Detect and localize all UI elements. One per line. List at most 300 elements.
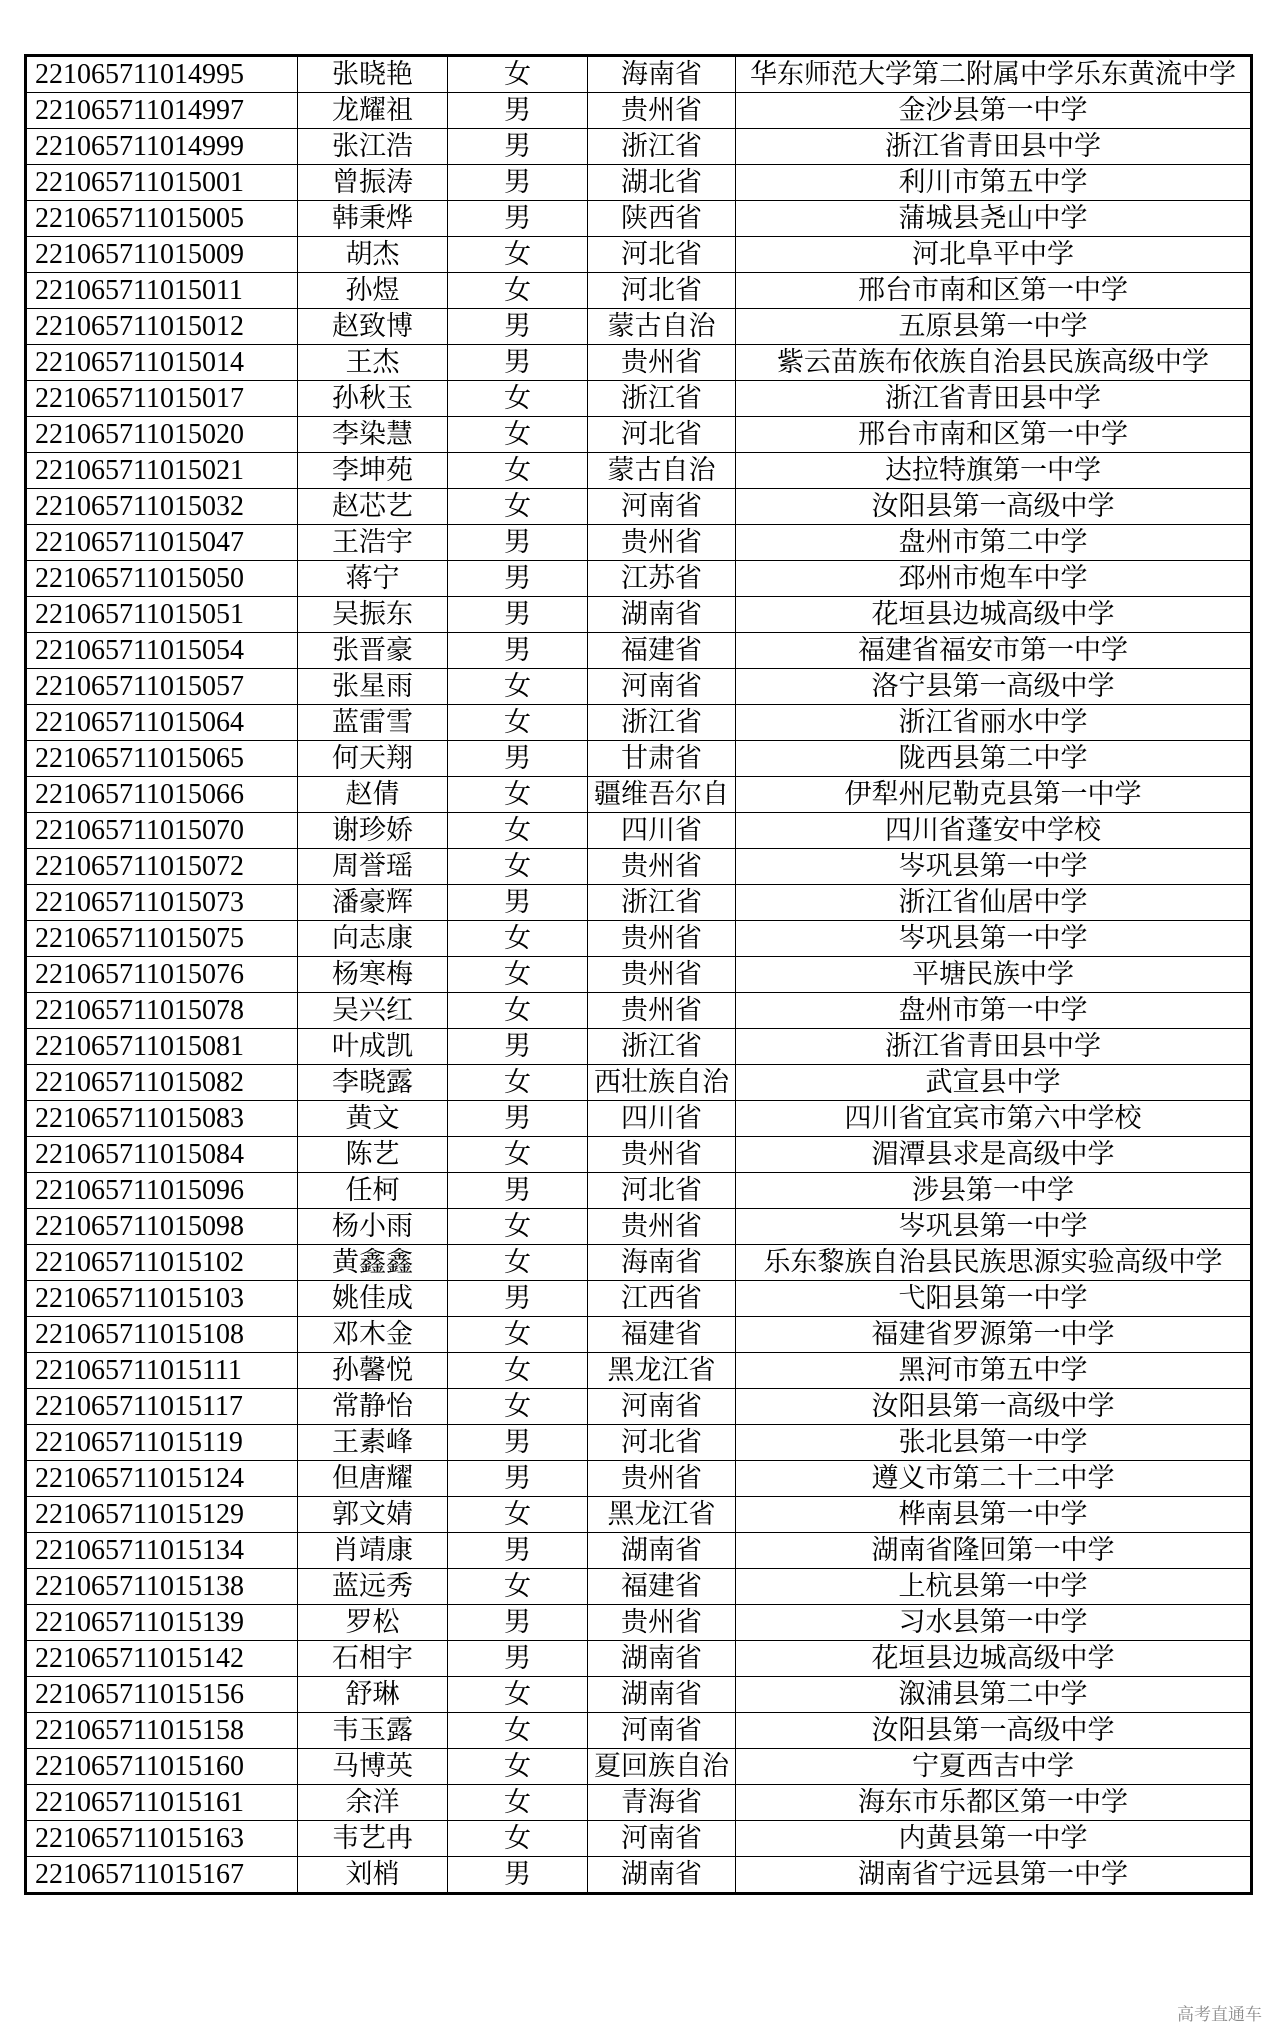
province-cell: 河南省 [588,1821,736,1857]
student-id-cell: 221065711015163 [26,1821,298,1857]
student-id-cell: 221065711015050 [26,561,298,597]
province-cell: 贵州省 [588,1209,736,1245]
student-id-cell: 221065711015142 [26,1641,298,1677]
school-cell: 邢台市南和区第一中学 [736,273,1252,309]
name-cell: 张晓艳 [298,56,448,93]
name-cell: 韦玉露 [298,1713,448,1749]
student-id-cell: 221065711015047 [26,525,298,561]
school-cell: 浙江省青田县中学 [736,1029,1252,1065]
gender-cell: 男 [448,561,588,597]
table-row [26,1173,1252,1209]
school-cell: 四川省宜宾市第六中学校 [736,1101,1252,1137]
province-cell: 湖南省 [588,1533,736,1569]
gender-cell: 男 [448,1101,588,1137]
table-row [26,597,1252,633]
province-cell: 浙江省 [588,885,736,921]
table-row [26,489,1252,525]
table-row [26,561,1252,597]
table-row [26,1245,1252,1281]
province-cell: 河南省 [588,1713,736,1749]
student-id-cell: 221065711015051 [26,597,298,633]
school-cell: 上杭县第一中学 [736,1569,1252,1605]
table-row [26,1497,1252,1533]
gender-cell: 男 [448,885,588,921]
student-id-cell: 221065711015064 [26,705,298,741]
school-cell: 华东师范大学第二附属中学乐东黄流中学 [736,56,1252,93]
table-row [26,1317,1252,1353]
name-cell: 潘豪辉 [298,885,448,921]
school-cell: 四川省蓬安中学校 [736,813,1252,849]
province-cell: 河北省 [588,1425,736,1461]
name-cell: 肖靖康 [298,1533,448,1569]
student-id-cell: 221065711015158 [26,1713,298,1749]
name-cell: 曾振涛 [298,165,448,201]
province-cell: 贵州省 [588,1605,736,1641]
school-cell: 达拉特旗第一中学 [736,453,1252,489]
gender-cell: 男 [448,1029,588,1065]
table-row [26,885,1252,921]
table-row [26,1821,1252,1857]
gender-cell: 男 [448,309,588,345]
province-cell: 四川省 [588,813,736,849]
school-cell: 紫云苗族布依族自治县民族高级中学 [736,345,1252,381]
gender-cell: 男 [448,165,588,201]
school-cell: 宁夏西吉中学 [736,1749,1252,1785]
school-cell: 利川市第五中学 [736,165,1252,201]
school-cell: 遵义市第二十二中学 [736,1461,1252,1497]
table-row [26,273,1252,309]
name-cell: 余洋 [298,1785,448,1821]
gender-cell: 女 [448,1749,588,1785]
gender-cell: 女 [448,993,588,1029]
name-cell: 赵倩 [298,777,448,813]
name-cell: 谢珍娇 [298,813,448,849]
school-cell: 汝阳县第一高级中学 [736,1389,1252,1425]
table-row [26,921,1252,957]
school-cell: 武宣县中学 [736,1065,1252,1101]
table-row [26,993,1252,1029]
student-id-cell: 221065711015160 [26,1749,298,1785]
student-id-cell: 221065711015011 [26,273,298,309]
gender-cell: 男 [448,1281,588,1317]
student-id-cell: 221065711015156 [26,1677,298,1713]
province-cell: 贵州省 [588,345,736,381]
name-cell: 向志康 [298,921,448,957]
province-cell: 青海省 [588,1785,736,1821]
province-cell: 湖南省 [588,1641,736,1677]
name-cell: 邓木金 [298,1317,448,1353]
province-cell: 河北省 [588,417,736,453]
gender-cell: 女 [448,1137,588,1173]
table-row [26,1569,1252,1605]
table-row [26,741,1252,777]
name-cell: 但唐耀 [298,1461,448,1497]
table-row [26,1749,1252,1785]
province-cell: 贵州省 [588,849,736,885]
name-cell: 黄文 [298,1101,448,1137]
student-id-cell: 221065711015032 [26,489,298,525]
student-id-cell: 221065711015014 [26,345,298,381]
name-cell: 韩秉烨 [298,201,448,237]
school-cell: 浙江省青田县中学 [736,129,1252,165]
table-row [26,633,1252,669]
student-id-cell: 221065711015167 [26,1857,298,1894]
name-cell: 吴兴红 [298,993,448,1029]
table-row [26,381,1252,417]
gender-cell: 男 [448,1641,588,1677]
province-cell: 福建省 [588,633,736,669]
province-cell: 甘肃省 [588,741,736,777]
province-cell: 浙江省 [588,129,736,165]
school-cell: 浙江省仙居中学 [736,885,1252,921]
student-id-cell: 221065711015096 [26,1173,298,1209]
school-cell: 内黄县第一中学 [736,1821,1252,1857]
gender-cell: 男 [448,741,588,777]
school-cell: 邢台市南和区第一中学 [736,417,1252,453]
table-row [26,1101,1252,1137]
province-cell: 蒙古自治 [588,453,736,489]
province-cell: 河北省 [588,237,736,273]
gender-cell: 女 [448,669,588,705]
school-cell: 海东市乐都区第一中学 [736,1785,1252,1821]
name-cell: 胡杰 [298,237,448,273]
gender-cell: 女 [448,56,588,93]
school-cell: 金沙县第一中学 [736,93,1252,129]
province-cell: 江西省 [588,1281,736,1317]
name-cell: 孙秋玉 [298,381,448,417]
gender-cell: 男 [448,1533,588,1569]
name-cell: 杨寒梅 [298,957,448,993]
school-cell: 盘州市第一中学 [736,993,1252,1029]
school-cell: 汝阳县第一高级中学 [736,489,1252,525]
table-row [26,1785,1252,1821]
student-id-cell: 221065711015065 [26,741,298,777]
student-id-cell: 221065711015103 [26,1281,298,1317]
province-cell: 四川省 [588,1101,736,1137]
name-cell: 赵致博 [298,309,448,345]
name-cell: 龙耀祖 [298,93,448,129]
gender-cell: 女 [448,957,588,993]
name-cell: 黄鑫鑫 [298,1245,448,1281]
table-row [26,1677,1252,1713]
name-cell: 何天翔 [298,741,448,777]
province-cell: 浙江省 [588,705,736,741]
table-row [26,705,1252,741]
table-row [26,1389,1252,1425]
name-cell: 姚佳成 [298,1281,448,1317]
table-row [26,1029,1252,1065]
gender-cell: 女 [448,1785,588,1821]
table-row [26,1281,1252,1317]
school-cell: 岑巩县第一中学 [736,921,1252,957]
gender-cell: 男 [448,597,588,633]
school-cell: 岑巩县第一中学 [736,1209,1252,1245]
province-cell: 西壮族自治 [588,1065,736,1101]
province-cell: 河南省 [588,669,736,705]
student-id-cell: 221065711015111 [26,1353,298,1389]
student-id-cell: 221065711015020 [26,417,298,453]
table-row [26,165,1252,201]
gender-cell: 女 [448,1389,588,1425]
province-cell: 河北省 [588,1173,736,1209]
province-cell: 疆维吾尔自 [588,777,736,813]
name-cell: 韦艺冉 [298,1821,448,1857]
table-row [26,1461,1252,1497]
student-id-cell: 221065711015108 [26,1317,298,1353]
school-cell: 花垣县边城高级中学 [736,1641,1252,1677]
gender-cell: 女 [448,273,588,309]
student-id-cell: 221065711015001 [26,165,298,201]
name-cell: 张星雨 [298,669,448,705]
table-row [26,1533,1252,1569]
name-cell: 张江浩 [298,129,448,165]
gender-cell: 女 [448,237,588,273]
gender-cell: 女 [448,1497,588,1533]
school-cell: 湄潭县求是高级中学 [736,1137,1252,1173]
school-cell: 邳州市炮车中学 [736,561,1252,597]
school-cell: 蒲城县尧山中学 [736,201,1252,237]
province-cell: 贵州省 [588,1137,736,1173]
name-cell: 舒琳 [298,1677,448,1713]
school-cell: 浙江省丽水中学 [736,705,1252,741]
watermark: 高考直通车 [1177,2005,1262,2025]
gender-cell: 女 [448,381,588,417]
school-cell: 平塘民族中学 [736,957,1252,993]
gender-cell: 女 [448,777,588,813]
gender-cell: 男 [448,1173,588,1209]
gender-cell: 女 [448,921,588,957]
gender-cell: 女 [448,1821,588,1857]
table-row [26,777,1252,813]
name-cell: 马博英 [298,1749,448,1785]
table-row [26,813,1252,849]
school-cell: 五原县第一中学 [736,309,1252,345]
province-cell: 江苏省 [588,561,736,597]
school-cell: 汝阳县第一高级中学 [736,1713,1252,1749]
gender-cell: 女 [448,1065,588,1101]
student-id-cell: 221065711014995 [26,56,298,93]
school-cell: 洛宁县第一高级中学 [736,669,1252,705]
student-id-cell: 221065711015124 [26,1461,298,1497]
gender-cell: 女 [448,1677,588,1713]
student-id-cell: 221065711015083 [26,1101,298,1137]
student-id-cell: 221065711015021 [26,453,298,489]
gender-cell: 女 [448,813,588,849]
province-cell: 贵州省 [588,525,736,561]
province-cell: 海南省 [588,56,736,93]
gender-cell: 女 [448,1353,588,1389]
name-cell: 孙煜 [298,273,448,309]
name-cell: 常静怡 [298,1389,448,1425]
gender-cell: 女 [448,1569,588,1605]
gender-cell: 男 [448,525,588,561]
student-id-cell: 221065711015054 [26,633,298,669]
student-id-cell: 221065711015078 [26,993,298,1029]
table-row [26,237,1252,273]
table-row [26,957,1252,993]
student-id-cell: 221065711015138 [26,1569,298,1605]
name-cell: 吴振东 [298,597,448,633]
name-cell: 杨小雨 [298,1209,448,1245]
gender-cell: 女 [448,417,588,453]
province-cell: 贵州省 [588,1461,736,1497]
province-cell: 湖北省 [588,165,736,201]
gender-cell: 女 [448,849,588,885]
province-cell: 福建省 [588,1569,736,1605]
province-cell: 蒙古自治 [588,309,736,345]
gender-cell: 女 [448,1209,588,1245]
school-cell: 福建省福安市第一中学 [736,633,1252,669]
province-cell: 湖南省 [588,1857,736,1894]
student-id-cell: 221065711015066 [26,777,298,813]
name-cell: 郭文婧 [298,1497,448,1533]
province-cell: 湖南省 [588,597,736,633]
school-cell: 习水县第一中学 [736,1605,1252,1641]
school-cell: 黑河市第五中学 [736,1353,1252,1389]
student-id-cell: 221065711015082 [26,1065,298,1101]
name-cell: 孙馨悦 [298,1353,448,1389]
student-id-cell: 221065711015119 [26,1425,298,1461]
name-cell: 蓝雷雪 [298,705,448,741]
table-row [26,1713,1252,1749]
name-cell: 罗松 [298,1605,448,1641]
province-cell: 夏回族自治 [588,1749,736,1785]
table-row [26,129,1252,165]
table-row [26,1065,1252,1101]
school-cell: 福建省罗源第一中学 [736,1317,1252,1353]
table-row [26,453,1252,489]
table-row [26,1605,1252,1641]
gender-cell: 男 [448,201,588,237]
student-id-cell: 221065711015005 [26,201,298,237]
table-row [26,669,1252,705]
student-id-cell: 221065711015098 [26,1209,298,1245]
table-row [26,201,1252,237]
name-cell: 蓝远秀 [298,1569,448,1605]
name-cell: 李坤苑 [298,453,448,489]
province-cell: 贵州省 [588,921,736,957]
student-id-cell: 221065711015134 [26,1533,298,1569]
name-cell: 王杰 [298,345,448,381]
table-row [26,1857,1252,1894]
gender-cell: 女 [448,1245,588,1281]
school-cell: 弋阳县第一中学 [736,1281,1252,1317]
gender-cell: 男 [448,1857,588,1894]
province-cell: 河北省 [588,273,736,309]
province-cell: 海南省 [588,1245,736,1281]
province-cell: 陕西省 [588,201,736,237]
gender-cell: 男 [448,93,588,129]
gender-cell: 女 [448,1317,588,1353]
table-row [26,1641,1252,1677]
school-cell: 陇西县第二中学 [736,741,1252,777]
name-cell: 任柯 [298,1173,448,1209]
student-id-cell: 221065711015073 [26,885,298,921]
table-row [26,345,1252,381]
student-id-cell: 221065711015076 [26,957,298,993]
student-id-cell: 221065711014999 [26,129,298,165]
name-cell: 蒋宁 [298,561,448,597]
student-id-cell: 221065711015009 [26,237,298,273]
gender-cell: 女 [448,705,588,741]
school-cell: 伊犁州尼勒克县第一中学 [736,777,1252,813]
gender-cell: 女 [448,1713,588,1749]
province-cell: 福建省 [588,1317,736,1353]
student-id-cell: 221065711015102 [26,1245,298,1281]
student-id-cell: 221065711015072 [26,849,298,885]
name-cell: 石相宇 [298,1641,448,1677]
province-cell: 贵州省 [588,93,736,129]
name-cell: 周誉瑶 [298,849,448,885]
name-cell: 王浩宇 [298,525,448,561]
province-cell: 河南省 [588,489,736,525]
school-cell: 岑巩县第一中学 [736,849,1252,885]
school-cell: 桦南县第一中学 [736,1497,1252,1533]
school-cell: 溆浦县第二中学 [736,1677,1252,1713]
name-cell: 叶成凯 [298,1029,448,1065]
gender-cell: 男 [448,1425,588,1461]
province-cell: 浙江省 [588,1029,736,1065]
school-cell: 浙江省青田县中学 [736,381,1252,417]
province-cell: 贵州省 [588,957,736,993]
table-row [26,1137,1252,1173]
gender-cell: 男 [448,129,588,165]
gender-cell: 女 [448,453,588,489]
table-row [26,417,1252,453]
table-row [26,93,1252,129]
school-cell: 张北县第一中学 [736,1425,1252,1461]
school-cell: 乐东黎族自治县民族思源实验高级中学 [736,1245,1252,1281]
student-id-cell: 221065711015070 [26,813,298,849]
name-cell: 陈艺 [298,1137,448,1173]
gender-cell: 男 [448,345,588,381]
student-id-cell: 221065711015075 [26,921,298,957]
gender-cell: 男 [448,1461,588,1497]
student-id-cell: 221065711015129 [26,1497,298,1533]
province-cell: 黑龙江省 [588,1353,736,1389]
student-id-cell: 221065711015057 [26,669,298,705]
name-cell: 赵芯艺 [298,489,448,525]
name-cell: 李晓露 [298,1065,448,1101]
school-cell: 盘州市第二中学 [736,525,1252,561]
name-cell: 王素峰 [298,1425,448,1461]
school-cell: 河北阜平中学 [736,237,1252,273]
school-cell: 湖南省隆回第一中学 [736,1533,1252,1569]
student-id-cell: 221065711015161 [26,1785,298,1821]
table-row [26,1209,1252,1245]
province-cell: 浙江省 [588,381,736,417]
table-row [26,1425,1252,1461]
table-row [26,525,1252,561]
name-cell: 李染慧 [298,417,448,453]
province-cell: 黑龙江省 [588,1497,736,1533]
table-row [26,849,1252,885]
school-cell: 花垣县边城高级中学 [736,597,1252,633]
student-id-cell: 221065711014997 [26,93,298,129]
gender-cell: 男 [448,633,588,669]
student-id-cell: 221065711015081 [26,1029,298,1065]
school-cell: 涉县第一中学 [736,1173,1252,1209]
name-cell: 刘梢 [298,1857,448,1894]
student-table [24,54,1253,1895]
table-row [26,56,1252,93]
gender-cell: 男 [448,1605,588,1641]
student-id-cell: 221065711015012 [26,309,298,345]
student-id-cell: 221065711015117 [26,1389,298,1425]
student-id-cell: 221065711015017 [26,381,298,417]
student-id-cell: 221065711015139 [26,1605,298,1641]
table-row [26,309,1252,345]
